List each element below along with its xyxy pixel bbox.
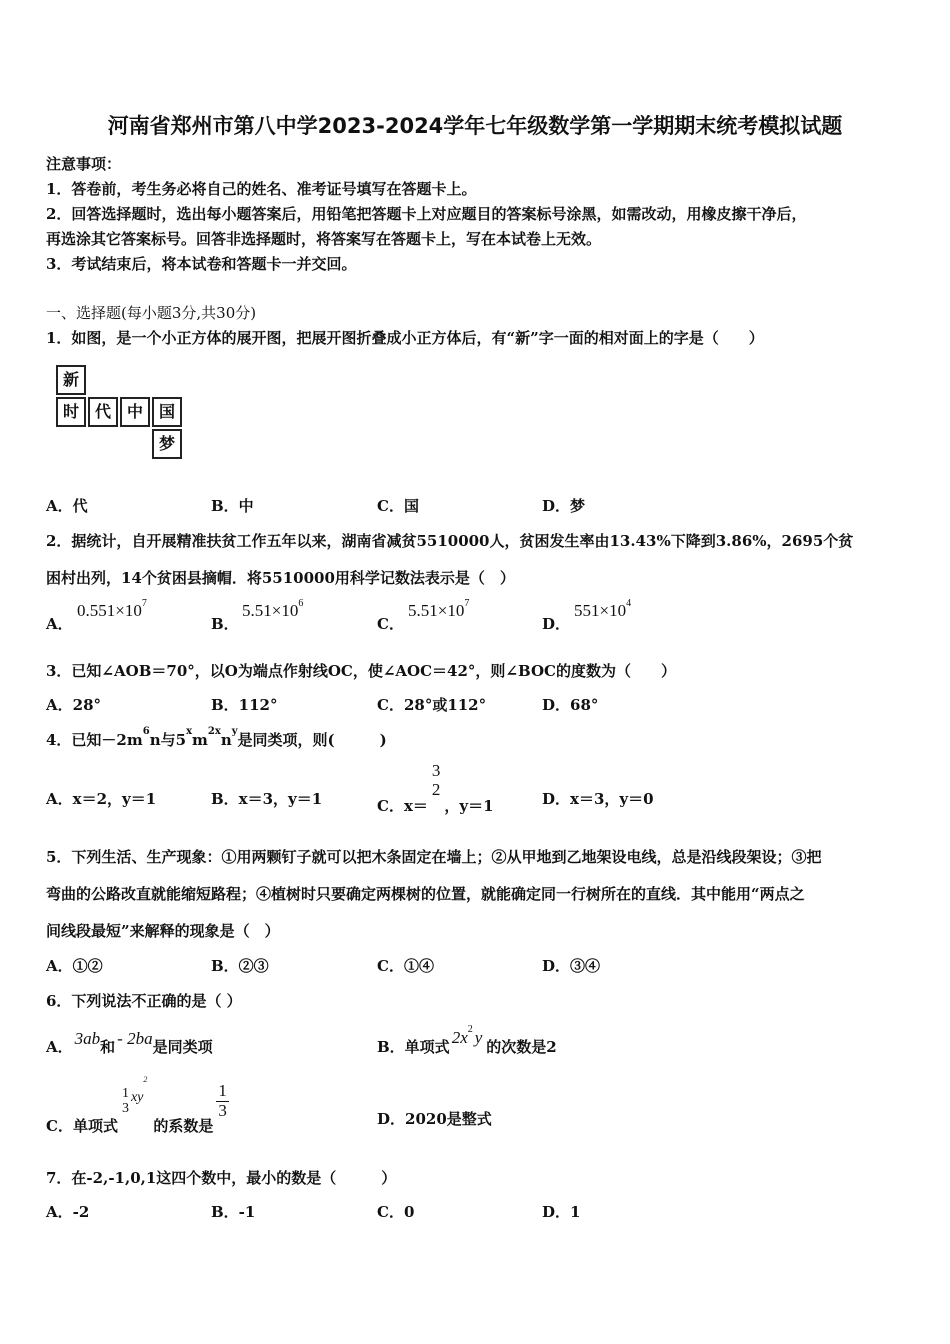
- q5-option-c[interactable]: C．①④: [377, 957, 434, 975]
- notice-item: 再选涂其它答案标号。回答非选择题时，将答案写在答题卡上，写在本试卷上无效。: [46, 230, 602, 248]
- q1-option-d[interactable]: D．梦: [542, 497, 586, 515]
- net-cell: 新: [56, 365, 86, 395]
- q2-option-b-value[interactable]: $5.51\times 10^6$: [242, 598, 304, 620]
- q6-option-c[interactable]: C．单项式 1 3 $xy^2$的系数是 $\frac{1}{3}$: [46, 1075, 227, 1136]
- q1-option-b[interactable]: B．中: [211, 497, 254, 515]
- q7-option-d[interactable]: D．1: [542, 1203, 581, 1221]
- net-cell: 代: [88, 397, 118, 427]
- notice-item: 3．考试结束后，将本试卷和答题卡一并交回。: [46, 255, 357, 273]
- q2-option-a-value[interactable]: $0.551\times 10^7$: [77, 598, 147, 620]
- q5-stem-line2: 弯曲的公路改直就能缩短路程；④植树时只要确定两棵树的位置，就能确定同一行树所在的直线．其中能用“两点之: [46, 885, 805, 903]
- q4-option-a[interactable]: A．x＝2，y＝1: [46, 790, 157, 808]
- q7-stem: 7．在-2,-1,0,1这四个数中，最小的数是（ ）: [46, 1169, 397, 1187]
- q1-option-c[interactable]: C．国: [377, 497, 419, 515]
- q2-option-d-value[interactable]: $551\times 10^4$: [574, 598, 632, 620]
- notice-heading: 注意事项：: [46, 155, 122, 173]
- net-cell: 时: [56, 397, 86, 427]
- q3-stem: 3．已知∠AOB＝70°，以O为端点作射线OC，使∠AOC＝42°，则∠BOC的度数为（ ）: [46, 662, 676, 680]
- q1-option-a[interactable]: A．代: [46, 497, 88, 515]
- q4-stem: 4．已知$-2m^6n$与$5^xm^{2x}n^y$是同类项，则( ): [46, 726, 387, 749]
- q4-option-b[interactable]: B．x＝3，y＝1: [211, 790, 323, 808]
- net-cell: 梦: [152, 429, 182, 459]
- q5-stem-line1: 5．下列生活、生产现象：①用两颗钉子就可以把木条固定在墙上；②从甲地到乙地架设电线，总是沿线段架设；③把: [46, 848, 822, 866]
- q5-option-b[interactable]: B．②③: [211, 957, 269, 975]
- notice-item: 1．答卷前，考生务必将自己的姓名、准考证号填写在答题卡上。: [46, 180, 477, 198]
- page-title: 河南省郑州市第八中学2023-2024学年七年级数学第一学期期末统考模拟试题: [107, 114, 843, 138]
- net-cell: 国: [152, 397, 182, 427]
- q5-option-a[interactable]: A．①②: [46, 957, 103, 975]
- q2-option-d-label[interactable]: D．: [542, 615, 571, 633]
- q4-option-d[interactable]: D．x＝3，y＝0: [542, 790, 654, 808]
- q6-option-d[interactable]: D．2020是整式: [377, 1110, 492, 1128]
- section-heading: 一、选择题(每小题3分,共30分): [46, 304, 257, 322]
- q2-stem-line1: 2．据统计，自开展精准扶贫工作五年以来，湖南省减贫5510000人，贫困发生率由13.43%下降到3.86%，2695个贫: [46, 532, 854, 550]
- q6-option-b[interactable]: B．单项式 $2x^2$ y 的次数是2: [377, 1024, 557, 1056]
- q7-option-c[interactable]: C．0: [377, 1203, 415, 1221]
- q3-option-a[interactable]: A．28°: [46, 696, 102, 714]
- q3-option-b[interactable]: B．112°: [211, 696, 278, 714]
- q2-option-a-label[interactable]: A．: [46, 615, 73, 633]
- q6-stem: 6．下列说法不正确的是（ ）: [46, 992, 242, 1010]
- q5-stem-line3: 间线段最短”来解释的现象是（ ）: [46, 922, 280, 940]
- net-cell: 中: [120, 397, 150, 427]
- q5-option-d[interactable]: D．③④: [542, 957, 601, 975]
- q3-option-c[interactable]: C．28°或112°: [377, 696, 487, 714]
- q4-option-c[interactable]: C．x＝ 3 2 ，y＝1: [377, 761, 494, 815]
- q2-option-b-label[interactable]: B．: [211, 615, 239, 633]
- q2-option-c-value[interactable]: $5.51\times 10^7$: [408, 598, 470, 620]
- q6-option-a[interactable]: A． 3ab和 - 2ba是同类项: [46, 1029, 213, 1056]
- q3-option-d[interactable]: D．68°: [542, 696, 599, 714]
- q1-stem: 1．如图，是一个小正方体的展开图，把展开图折叠成小正方体后，有“新”字一面的相对面上的字是（ ）: [46, 329, 764, 347]
- q7-option-a[interactable]: A．-2: [46, 1203, 90, 1221]
- notice-item: 2．回答选择题时，选出每小题答案后，用铅笔把答题卡上对应题目的答案标号涂黑，如需改动，用橡皮擦干净后，: [46, 205, 807, 223]
- q7-option-b[interactable]: B．-1: [211, 1203, 256, 1221]
- q2-stem-line2: 困村出列，14个贫困县摘帽．将5510000用科学记数法表示是（ ）: [46, 569, 515, 587]
- q2-option-c-label[interactable]: C．: [377, 615, 404, 633]
